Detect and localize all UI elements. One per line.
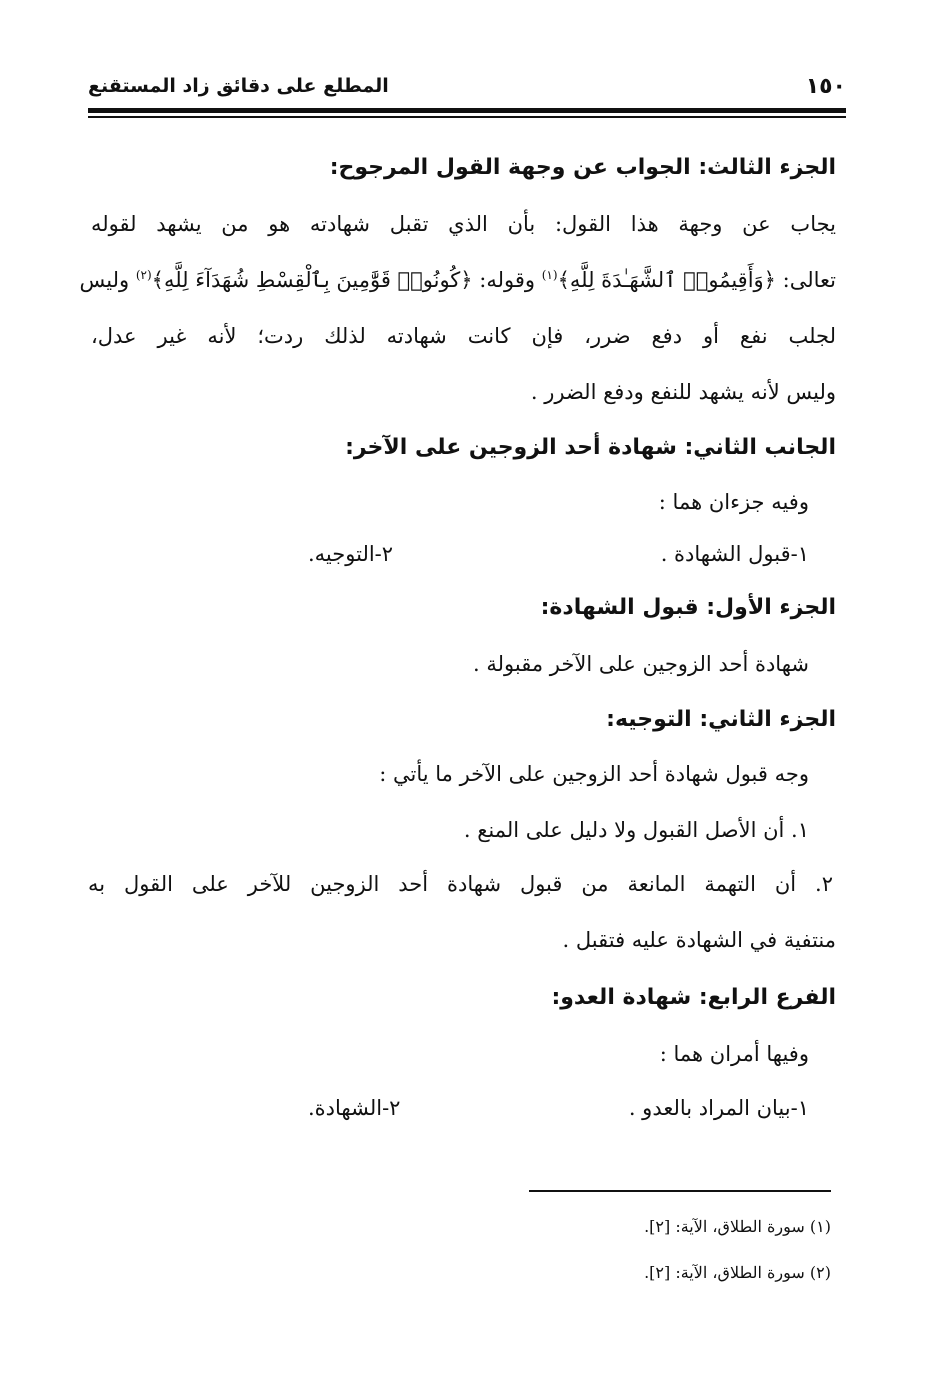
paragraph-line-with-verses <box>79 254 836 306</box>
list-item: ٢-التوجيه. <box>308 542 394 566</box>
heading-part-three: الجزء الثالث: الجواب عن وجهة القول المرجوح: <box>329 155 836 180</box>
list-item: ١-بيان المراد بالعدو . <box>628 1096 809 1120</box>
list-intro: وفيه جزءان هما : <box>658 490 809 514</box>
footnote-ref: (٢) <box>135 268 152 282</box>
list-item: ١-قبول الشهادة . <box>660 542 809 566</box>
running-header <box>88 68 846 104</box>
footnote-ref: (١) <box>541 268 558 282</box>
heading-part-two: الجزء الثاني: التوجيه: <box>606 707 836 732</box>
paragraph-line: منتفية في الشهادة عليه فتقبل . <box>562 928 836 952</box>
paragraph-line: يجاب عن وجهة هذا القول: بأن الذي تقبل شهادته هو من يشهد لقوله <box>91 212 836 236</box>
verse-text: وقوله: ﴿كُونُوا۟ قَوَّٰمِينَ بِٱلْقِسْطِ شُهَدَآءَ لِلَّهِ﴾ <box>151 268 542 292</box>
numbered-point: ٢. أن التهمة المانعة من قبول شهادة أحد الزوجين للآخر على القول به <box>88 872 833 896</box>
numbered-point: ١. أن الأصل القبول ولا دليل على المنع . <box>463 818 809 842</box>
header-rule-thin <box>88 116 846 118</box>
heading-branch-four: الفرع الرابع: شهادة العدو: <box>551 985 836 1010</box>
heading-side-two: الجانب الثاني: شهادة أحد الزوجين على الآخر: <box>345 435 836 460</box>
page-number: ١٥٠ <box>805 73 846 99</box>
paragraph-line: لجلب نفع أو دفع ضرر، فإن كانت شهادته لذلك ردت؛ لأنه غير عدل، <box>91 324 836 348</box>
footnote: (٢) سورة الطلاق، الآية: [٢]. <box>644 1263 831 1282</box>
book-title: المطلع على دقائق زاد المستقنع <box>88 75 389 97</box>
paragraph-line: وليس لأنه يشهد للنفع ودفع الضرر . <box>530 380 836 404</box>
footnote-rule <box>529 1190 831 1192</box>
list-intro: وفيها أمران هما : <box>659 1042 809 1066</box>
list-item: ٢-الشهادة. <box>308 1096 401 1120</box>
paragraph-line: شهادة أحد الزوجين على الآخر مقبولة . <box>473 652 809 676</box>
footnote: (١) سورة الطلاق، الآية: [٢]. <box>644 1217 831 1236</box>
paragraph-line: وجه قبول شهادة أحد الزوجين على الآخر ما يأتي : <box>379 762 809 786</box>
heading-part-one: الجزء الأول: قبول الشهادة: <box>540 595 836 620</box>
verse-text: تعالى: ﴿وَأَقِيمُوا۟ ٱلشَّهَـٰدَةَ لِلَّهِ﴾ <box>557 268 836 292</box>
paragraph-text: وليس <box>79 268 136 292</box>
header-rule-thick <box>88 108 846 113</box>
